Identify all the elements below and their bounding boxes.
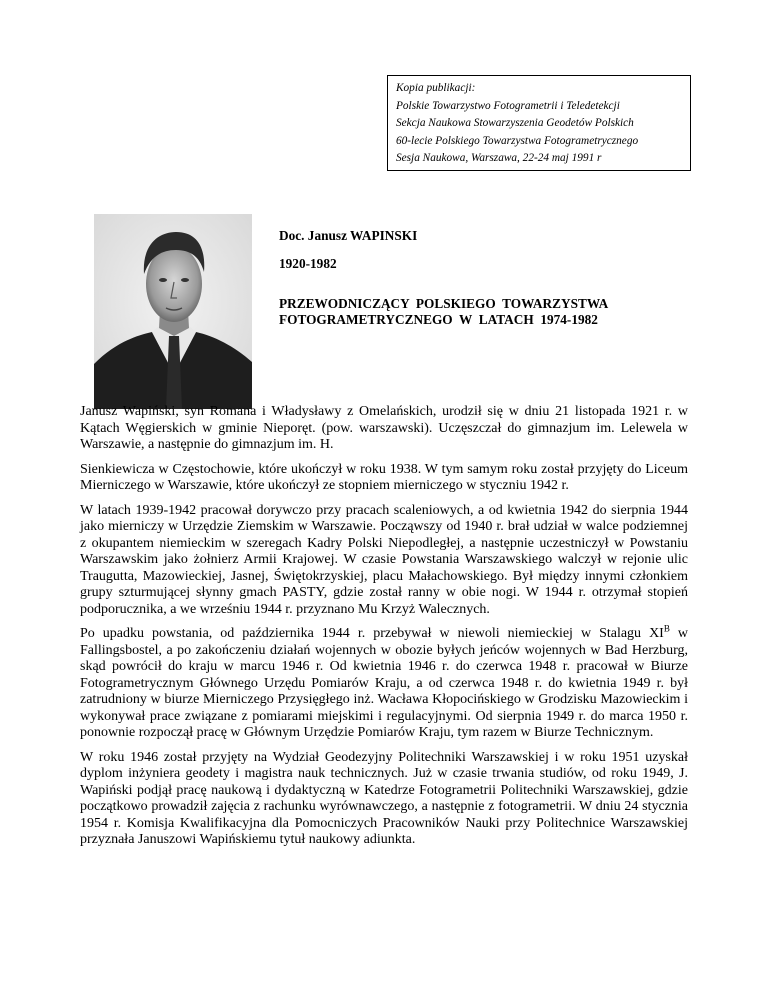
publication-line: Kopia publikacji: xyxy=(396,82,476,94)
document-title xyxy=(279,296,608,328)
paragraph-4-start: Po upadku powstania, od października 1944 r. przebywał w niewoli niemieckiej w Stalagu XI xyxy=(80,626,664,641)
biography-text xyxy=(80,404,688,857)
publication-line: Sekcja Naukowa Stowarzyszenia Geodetów Polskich xyxy=(396,117,634,129)
publication-line: 60-lecie Polskiego Towarzystwa Fotogrametrycznego xyxy=(396,134,639,147)
paragraph-5: W roku 1946 został przyjęty na Wydział Geodezyjny Politechniki Warszawskiej i w roku 1951 uzyskał dyplom inżyniera geodety i magistra nauk technicznych. Już w czasie trwania studiów, od roku 1949, J. Wapiński podjął pracę naukową i dydaktyczną w Katedrze Fotogrametrii Politechniki Warszawskiej, gdzie początkowo prowadził zajęcia z rachunku wyrównawczego, a następnie z fotogrametrii. W dniu 24 stycznia 1954 r. Komisja Kwalifikacyjna dla Pomocniczych Pracowników Nauki przy Politechnice Warszawskiej przyznała Januszowi Wapińskiemu tytuł naukowy adiunkta. xyxy=(80,749,688,847)
paragraph-2: Sienkiewicza w Częstochowie, które ukończył w roku 1938. W tym samym roku został przyjęty do Liceum Mierniczego w Warszawie, które ukończył ze stopniem mierniczego w styczniu 1942 r. xyxy=(80,461,688,493)
publication-line: Polskie Towarzystwo Fotogrametrii i Teledetekcji xyxy=(396,99,620,112)
publication-info-box xyxy=(387,75,691,171)
portrait-photo xyxy=(94,214,252,409)
life-years: 1920-1982 xyxy=(279,256,337,271)
publication-line: Sesja Naukowa, Warszawa, 22-24 maj 1991 r xyxy=(396,152,602,164)
portrait-illustration xyxy=(94,214,252,409)
paragraph-4 xyxy=(80,623,688,742)
paragraph-3: W latach 1939-1942 pracował dorywczo przy pracach scaleniowych, a od kwietnia 1942 do sierpnia 1944 jako mierniczy w Urzędzie Ziemskim w Warszawie. Począwszy od 1940 r. brał udział w walce podziemnej z okupantem niemieckim w szeregach Kadry Polski Niepodległej, a następnie uczestniczył w Powstaniu Warszawskim jako żołnierz Armii Krajowej. W czasie Powstania Warszawskiego walczył w rejonie ulic Traugutta, Mazowieckiej, Jasnej, Świętokrzyskiej, placu Małachowskiego. Był między innymi członkiem grupy szturmującej słynny gmach PASTY, gdzie został ranny w obie nogi. W 1944 r. otrzymał stopień podporucznika, a we wrześniu 1944 r. przyznano Mu Krzyż Walecznych. xyxy=(80,502,688,617)
paragraph-1: Janusz Wapiński, syn Romana i Władysławy z Omelańskich, urodził się w dniu 21 listopada 1921 r. w Kątach Węgierskich w gminie Nieporęt. (pow. warszawski). Uczęszczał do gimnazjum im. Lelewela w Warszawie, a następnie do gimnazjum im. H. xyxy=(80,404,688,452)
person-name: Doc. Janusz WAPINSKI xyxy=(279,228,418,243)
title-line-2: FOTOGRAMETRYCZNEGO W LATACH 1974-1982 xyxy=(279,312,598,327)
paragraph-4-rest: w Fallingsbostel, a po zakończeniu działań wojennych w obozie byłych jeńców wojennych w Bad Herzburg, skąd powrócił do kraju w marcu 1946 r. Od kwietnia 1946 r. do czerwca 1948 r. pracował w Biurze Fotogrametrycznym Głównego Urzędu Pomiarów Kraju, a od czerwca 1948 r. do kwietnia 1949 r. był zatrudniony w biurze Mierniczego Przysięgłego inż. Wacława Kłopocińskiego w Grodzisku Mazowieckim i wykonywał prace związane z pomiarami miejskimi i regulacyjnymi. Od sierpnia 1949 r. do marca 1950 r. ponownie rozpoczął pracę w Głównym Urzędzie Pomiarów Kraju, tym razem w Biurze Technicznym. xyxy=(80,626,688,740)
stalag-superscript: B xyxy=(663,623,670,634)
title-line-1: PRZEWODNICZĄCY POLSKIEGO TOWARZYSTWA xyxy=(279,296,609,311)
